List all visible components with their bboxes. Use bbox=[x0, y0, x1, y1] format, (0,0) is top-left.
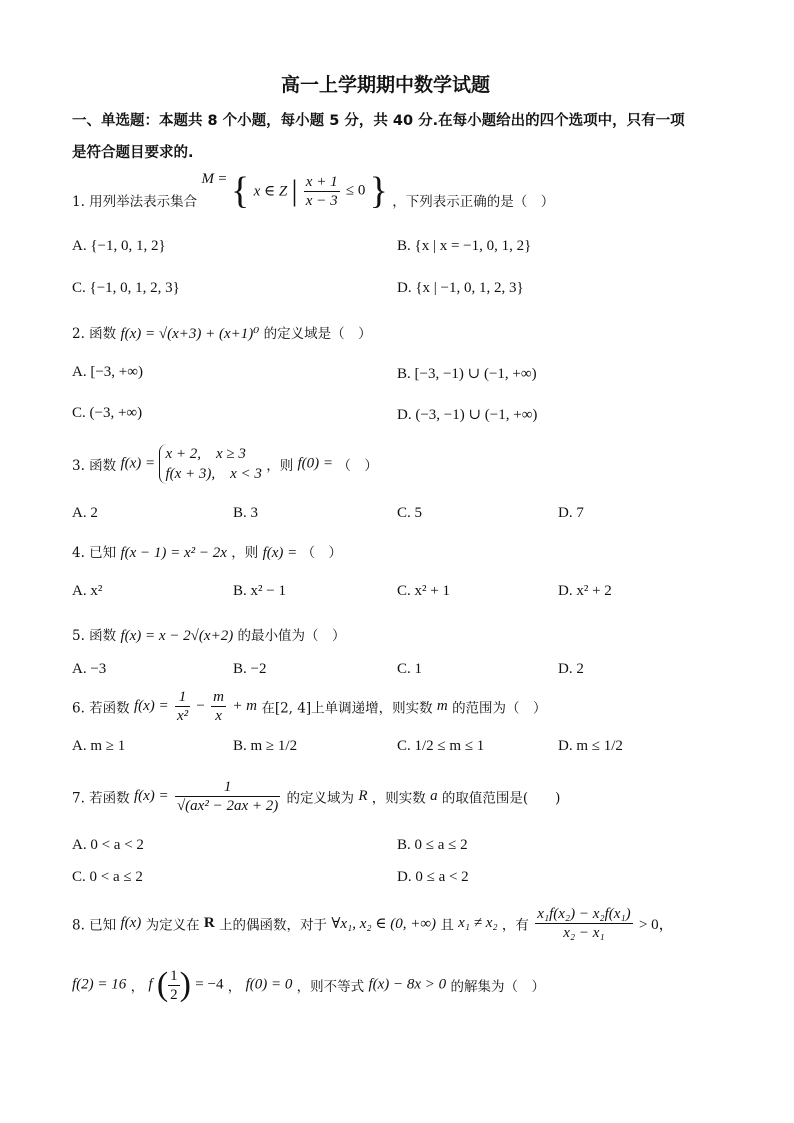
q8-fhalf-rhs: = −4 bbox=[195, 976, 224, 993]
q5-option-d[interactable]: D. 2 bbox=[558, 661, 584, 677]
question-3-tail: （ ） bbox=[337, 458, 378, 474]
q8-half-den: 2 bbox=[170, 986, 178, 1003]
piece-1: x + 2, x ≥ 3 bbox=[165, 446, 246, 462]
brace-open: { bbox=[231, 170, 250, 212]
q4-option-b[interactable]: B. x² − 1 bbox=[233, 583, 286, 599]
q2-option-b[interactable]: B. [−3, −1) ∪ (−1, +∞) bbox=[397, 366, 537, 382]
q7-option-d[interactable]: D. 0 ≤ a < 2 bbox=[397, 869, 469, 885]
set-fraction bbox=[304, 173, 340, 210]
brace-close: } bbox=[369, 170, 388, 212]
question-5-text: 5. 函数 bbox=[72, 628, 117, 644]
question-6-plus: + m bbox=[232, 698, 258, 714]
frac1-num: 1 bbox=[175, 688, 190, 707]
q7-option-a[interactable]: A. 0 < a < 2 bbox=[72, 837, 144, 853]
q8-half-num: 1 bbox=[170, 967, 178, 984]
q8-fhalf-lhs: f bbox=[148, 976, 153, 993]
q7-option-c[interactable]: C. 0 < a ≤ 2 bbox=[72, 869, 143, 885]
question-6-var: m bbox=[436, 698, 448, 714]
question-4 bbox=[72, 541, 342, 562]
q8-text-b: 为定义在 bbox=[145, 917, 200, 934]
question-2-formula: f(x) = √(x+3) + (x+1)⁰ bbox=[120, 326, 260, 342]
question-7-lhs: f(x) = bbox=[133, 788, 169, 804]
q1-option-a[interactable]: A. {−1, 0, 1, 2} bbox=[72, 238, 166, 254]
q8-ineq: f(x) − 8x > 0 bbox=[368, 976, 447, 993]
question-3-lhs: f(x) = bbox=[120, 455, 156, 472]
q8-text-c: 上的偶函数，对于 bbox=[219, 917, 328, 934]
frac1-den: x² bbox=[176, 708, 189, 724]
q6-option-b[interactable]: B. m ≥ 1/2 bbox=[233, 738, 298, 754]
q5-option-c[interactable]: C. 1 bbox=[397, 661, 423, 677]
question-2-text: 2. 函数 bbox=[72, 326, 117, 342]
frac2-den: x bbox=[215, 708, 222, 724]
page-title: 高一上学期期中数学试题 bbox=[281, 74, 491, 96]
q8-sep2: ， bbox=[227, 979, 242, 995]
question-5-text-after: 的最小值为（ ） bbox=[237, 628, 346, 644]
q8-text-f: ，则不等式 bbox=[296, 979, 365, 995]
q1-option-b[interactable]: B. {x | x = −1, 0, 1, 2} bbox=[397, 238, 532, 254]
q2-option-c[interactable]: C. (−3, +∞) bbox=[72, 405, 143, 421]
q3-option-c[interactable]: C. 5 bbox=[397, 505, 423, 521]
question-1-text: 1. 用列举法表示集合 bbox=[72, 194, 198, 210]
question-7-frac bbox=[175, 778, 280, 815]
q8-text-a: 8. 已知 bbox=[72, 917, 117, 934]
q6-option-a[interactable]: A. m ≥ 1 bbox=[72, 738, 126, 754]
q8-half bbox=[168, 967, 180, 1004]
q8-frac-den: x₂ − x₁ bbox=[563, 925, 605, 941]
q8-cond: ∀x₁, x₂ ∈ (0, +∞) bbox=[331, 916, 437, 932]
q8-frac-num: x₁f(x₂) − x₂f(x₁) bbox=[537, 906, 631, 922]
set-fraction-den: x − 3 bbox=[305, 192, 338, 209]
section-header-line1: 一、单选题：本题共 8 个小题，每小题 5 分，共 40 分.在每小题给出的四个选项中，只有一项 bbox=[72, 113, 685, 129]
q8-f2: f(2) = 16 bbox=[72, 976, 127, 993]
q5-option-b[interactable]: B. −2 bbox=[233, 661, 267, 677]
q3-option-d[interactable]: D. 7 bbox=[558, 505, 584, 521]
q8-text-e: ，有 bbox=[501, 917, 529, 934]
q6-option-c[interactable]: C. 1/2 ≤ m ≤ 1 bbox=[397, 738, 485, 754]
q8-text-g: 的解集为（ ） bbox=[450, 979, 545, 995]
q8-fraction bbox=[535, 905, 632, 942]
q7-frac-num: 1 bbox=[175, 778, 280, 797]
q2-option-a[interactable]: A. [−3, +∞) bbox=[72, 364, 143, 380]
set-label: M bbox=[201, 170, 214, 187]
question-7-tail: 的取值范围是( ) bbox=[441, 790, 561, 807]
question-7-var2: a bbox=[430, 788, 438, 804]
q8-gt: > 0， bbox=[638, 917, 674, 933]
question-7 bbox=[72, 778, 560, 815]
question-4-formula2: f(x) = bbox=[262, 545, 298, 561]
question-3-text-after: ，则 bbox=[266, 458, 294, 474]
question-2-text-after: 的定义域是（ ） bbox=[263, 326, 372, 342]
piecewise-cases bbox=[159, 444, 261, 484]
question-4-text: 4. 已知 bbox=[72, 545, 117, 561]
question-3-formula2: f(0) = bbox=[297, 455, 334, 472]
question-3-text: 3. 函数 bbox=[72, 458, 117, 474]
question-1-text-after: ，下列表示正确的是（ ） bbox=[392, 194, 555, 210]
q7-frac-den: √(ax² − 2ax + 2) bbox=[176, 798, 279, 814]
q4-option-d[interactable]: D. x² + 2 bbox=[558, 583, 612, 599]
question-5-formula: f(x) = x − 2√(x+2) bbox=[120, 628, 234, 644]
frac2-num: m bbox=[213, 689, 225, 705]
q4-option-a[interactable]: A. x² bbox=[72, 583, 103, 599]
question-4-mid: ，则 bbox=[231, 545, 259, 561]
q6-option-d[interactable]: D. m ≤ 1/2 bbox=[558, 738, 623, 754]
q2-option-d[interactable]: D. (−3, −1) ∪ (−1, +∞) bbox=[397, 407, 538, 423]
q7-option-b[interactable]: B. 0 ≤ a ≤ 2 bbox=[397, 837, 468, 853]
q8-neq: x₁ ≠ x₂ bbox=[458, 915, 498, 931]
q4-option-c[interactable]: C. x² + 1 bbox=[397, 583, 450, 599]
q8-sep1: ， bbox=[130, 979, 145, 995]
question-7-mid: 的定义域为 bbox=[286, 790, 355, 807]
question-8-line2: f(2) = 16 ， f ( $\frac{1}{2}$ ) = −4 ， f(0) = 0 ，则不等式 f(x) − 8x > 0 的解集为（ ） bbox=[72, 966, 545, 1003]
question-5 bbox=[72, 624, 346, 645]
question-7-text: 7. 若函数 bbox=[72, 790, 130, 807]
question-2 bbox=[72, 322, 372, 343]
q8-f: f(x) bbox=[120, 915, 142, 931]
q5-option-a[interactable]: A. −3 bbox=[72, 661, 107, 677]
set-prefix: x ∈ Z bbox=[253, 183, 288, 200]
q3-option-b[interactable]: B. 3 bbox=[233, 505, 259, 521]
q3-option-a[interactable]: A. 2 bbox=[72, 505, 98, 521]
q8-f0: f(0) = 0 bbox=[245, 976, 293, 993]
set-suffix: ≤ 0 bbox=[345, 182, 366, 199]
question-6 bbox=[72, 688, 547, 725]
q8-text-d: 且 bbox=[440, 917, 454, 934]
piece-2: f(x + 3), x < 3 bbox=[165, 466, 262, 482]
q8-R: R bbox=[203, 915, 215, 931]
question-6-minus: − bbox=[196, 698, 205, 714]
q1-option-c[interactable]: C. {−1, 0, 1, 2, 3} bbox=[72, 280, 180, 296]
question-8-line1 bbox=[72, 905, 674, 942]
question-4-tail: （ ） bbox=[301, 545, 343, 561]
question-7-mid2: ，则实数 bbox=[371, 790, 426, 807]
question-3 bbox=[72, 444, 378, 484]
question-6-text: 6. 若函数 bbox=[72, 700, 130, 717]
question-1: 1. 用列举法表示集合 M = { x ∈ Z | $\frac{x + 1}{x - 3}$ ≤ 0 } ，下列表示正确的是（ ） bbox=[72, 170, 555, 212]
question-7-var: R bbox=[358, 788, 368, 804]
question-6-mid: 在[2, 4]上单调递增，则实数 bbox=[261, 700, 433, 717]
question-6-frac2 bbox=[211, 688, 226, 725]
question-6-frac1 bbox=[175, 688, 190, 725]
question-6-tail: 的范围为（ ） bbox=[452, 700, 547, 717]
q1-option-d[interactable]: D. {x | −1, 0, 1, 2, 3} bbox=[397, 280, 524, 296]
question-6-lhs: f(x) = bbox=[133, 698, 169, 714]
question-4-formula: f(x − 1) = x² − 2x bbox=[120, 545, 227, 561]
section-header-line2: 是符合题目要求的. bbox=[72, 145, 194, 161]
set-fraction-num: x + 1 bbox=[305, 173, 338, 190]
